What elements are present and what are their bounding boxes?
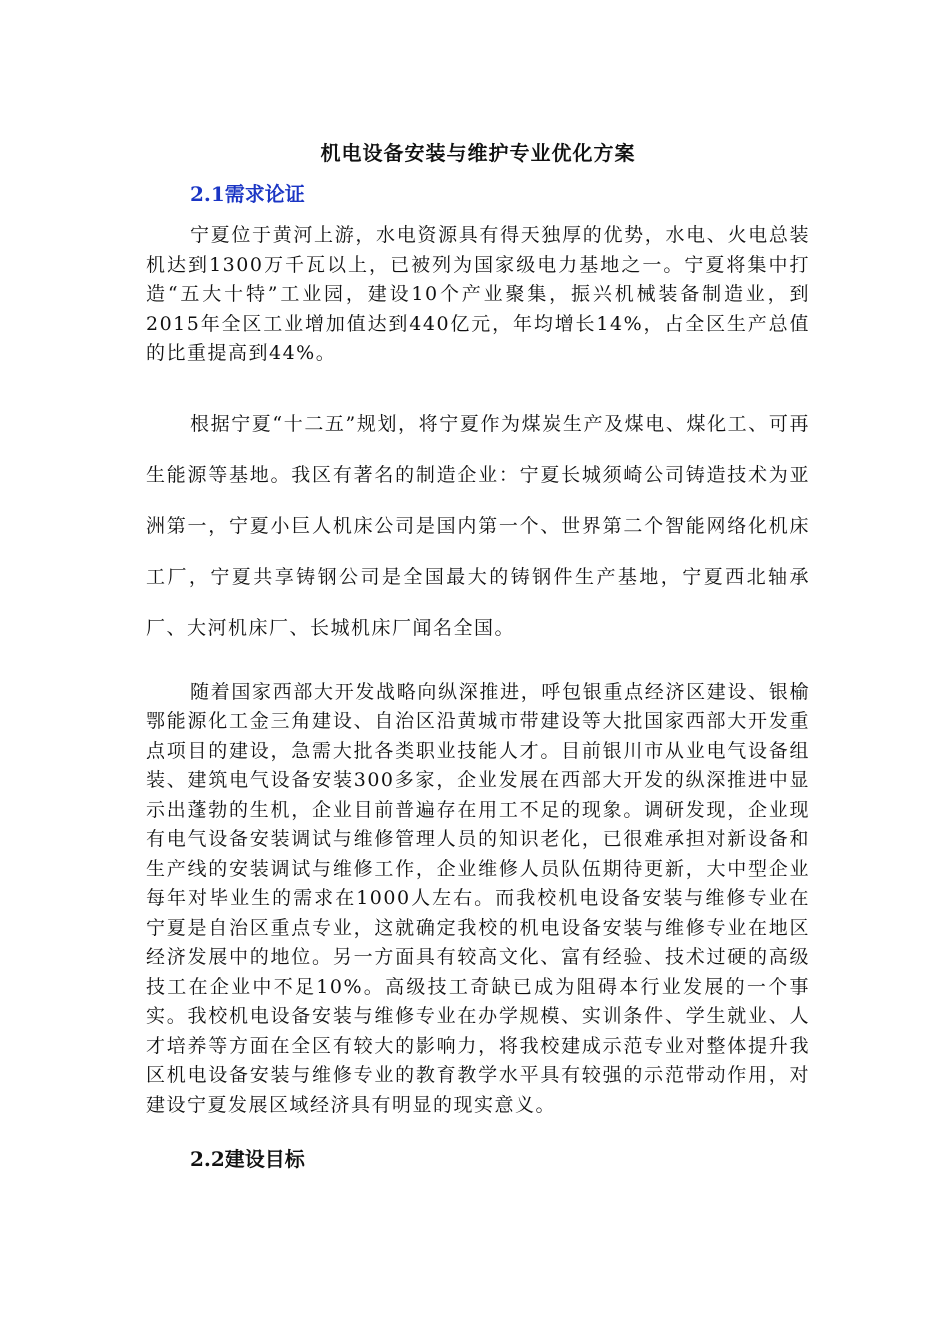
section-heading-goals: 2.2建设目标 — [190, 1147, 305, 1171]
document-title: 机电设备安装与维护专业优化方案 — [320, 141, 636, 165]
paragraph-talent-demand: 随着国家西部大开发战略向纵深推进，呼包银重点经济区建设、银榆鄂能源化工金三角建设、自治区沿黄城市带建设等大批国家西部大开发重点项目的建设，急需大批各类职业技能人才。目前银川市从业电气设备组装、建筑电气设备安装300多家，企业发展在西部大开发的纵深推进中显示出蓬勃的生机，企业目前普遍存在用工不足的现象。调研发现，企业现有电气设备安装调试与维修管理人员的知识老化，已很难承担对新设备和生产线的安装调试与维修工作，企业维修人员队伍期待更新，大中型企业每年对毕业生的需求在1000人左右。而我校机电设备安装与维修专业在宁夏是自治区重点专业，这就确定我校的机电设备安装与维修专业在地区经济发展中的地位。另一方面具有较高文化、富有经验、技术过硬的高级技工在企业中不足10%。高级技工奇缺已成为阻碍本行业发展的一个事实。我校机电设备安装与维修专业在办学规模、实训条件、学生就业、人才培养等方面在全区有较大的影响力，将我校建成示范专业对整体提升我区机电设备安装与维修专业的教育教学水平具有较强的示范带动作用，对建设宁夏发展区域经济具有明显的现实意义。 — [146, 680, 810, 1116]
paragraph-manufacturing: 根据宁夏“十二五”规划，将宁夏作为煤炭生产及煤电、煤化工、可再生能源等基地。我区有著名的制造企业：宁夏长城须崎公司铸造技术为亚洲第一，宁夏小巨人机床公司是国内第一个、世界第二个智能网络化机床工厂，宁夏共享铸钢公司是全国最大的铸钢件生产基地，宁夏西北轴承厂、大河机床厂、长城机床厂闻名全国。 — [146, 412, 810, 639]
section-heading-demand: 2.1需求论证 — [190, 182, 305, 206]
document-page — [146, 128, 810, 1174]
paragraph-power-base: 宁夏位于黄河上游，水电资源具有得天独厚的优势，水电、火电总装机达到1300万千瓦以上，已被列为国家级电力基地之一。宁夏将集中打造“五大十特”工业园，建设10个产业聚集，振兴机械装备制造业，到2015年全区工业增加值达到440亿元，年均增长14%，占全区生产总值的比重提高到44%。 — [146, 224, 810, 364]
